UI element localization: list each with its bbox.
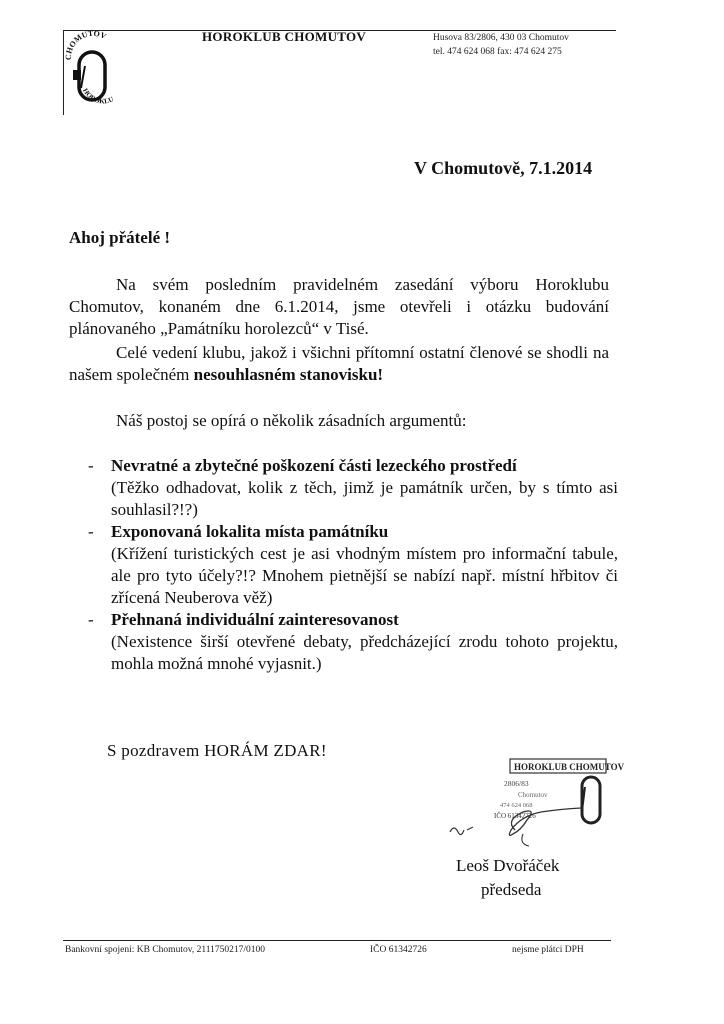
club-logo	[63, 30, 121, 112]
letter-date: V Chomutově, 7.1.2014	[414, 158, 593, 178]
argument-title: Exponovaná lokalita místa památníku	[111, 522, 389, 541]
logo-top-text: CHOMUTOV	[63, 30, 108, 61]
paragraph-stance	[69, 342, 609, 386]
address-line: Husova 83/2806, 430 03 Chomutov	[433, 33, 569, 43]
list-item	[88, 609, 618, 675]
footer-bank: Bankovní spojení: KB Chomutov, 2111750217/0100	[65, 945, 266, 955]
list-item	[88, 455, 618, 521]
signature	[445, 790, 595, 850]
argument-note: (Těžko odhadovat, kolik z těch, jimž je památník určen, by s tímto asi souhlasil?!?)	[111, 478, 618, 519]
closing: S pozdravem HORÁM ZDAR!	[107, 741, 327, 760]
paragraph-arguments-intro: Náš postoj se opírá o několik zásadních argumentů:	[116, 411, 467, 430]
argument-list	[88, 455, 618, 675]
footer-rule	[63, 940, 611, 941]
footer-vat: nejsme plátci DPH	[512, 945, 584, 955]
signer-name: Leoš Dvořáček	[456, 856, 560, 875]
contact-line: tel. 474 624 068 fax: 474 624 275	[433, 47, 562, 57]
list-dash: -	[88, 610, 94, 629]
list-dash: -	[88, 522, 94, 541]
argument-title: Nevratné a zbytečné poškození části lezeckého prostředí	[111, 456, 517, 475]
logo-bottom-text: HOROKLU	[81, 86, 115, 106]
stamp-line: Chomutov	[518, 791, 548, 799]
stamp-title: HOROKLUB CHOMUTOV	[514, 762, 625, 772]
club-address	[433, 31, 569, 59]
club-name: HOROKLUB CHOMUTOV	[202, 29, 367, 44]
stance-text: Celé vedení klubu, jakož i všichni přítomní ostatní členové se shodli na našem společném	[69, 343, 609, 384]
argument-note: (Nexistence širší otevřené debaty, předcházející zrodu tohoto projektu, mohla možná mnohé vyjasnit.)	[111, 632, 618, 673]
footer-ico: IČO 61342726	[370, 945, 427, 955]
stamp-line: 2806/83	[504, 779, 529, 788]
greeting: Ahoj přátelé !	[69, 228, 171, 247]
list-item	[88, 521, 618, 609]
argument-note: (Křížení turistických cest je asi vhodným místem pro informační tabule, ale pro tyto účely?!? Mnohem pietnější se nabízí např. místní hřbitov či zřícená Neuberova věž)	[111, 544, 618, 607]
signer-role: předseda	[481, 880, 542, 899]
paragraph-intro: Na svém posledním pravidelném zasedání výboru Horoklubu Chomutov, konaném dne 6.1.2014, jsme otevřeli i otázku budování plánovaného „Památníku horolezců“ v Tisé.	[69, 275, 609, 338]
argument-title: Přehnaná individuální zainteresovanost	[111, 610, 399, 629]
stance-emphasis: nesouhlasném stanovisku!	[193, 365, 384, 384]
list-dash: -	[88, 456, 94, 475]
stamp-line: IČO 61342726	[494, 812, 536, 820]
stamp-line: 474 624 068	[500, 802, 533, 809]
